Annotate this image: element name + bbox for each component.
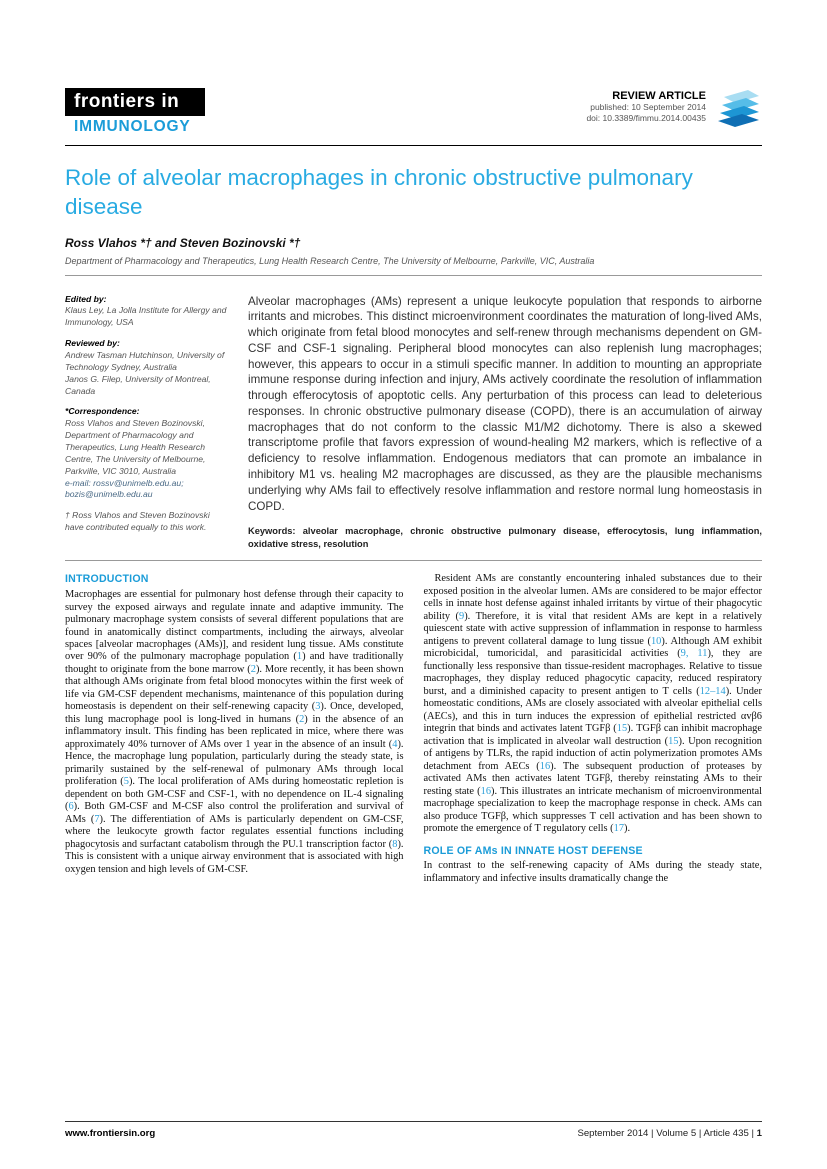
article-body — [65, 573, 762, 885]
citation-link[interactable]: 2 — [299, 713, 305, 725]
citation-link[interactable]: 3 — [315, 701, 321, 713]
citation-link[interactable]: 10 — [650, 635, 662, 647]
published-date: published: 10 September 2014 — [590, 102, 706, 112]
citation-link[interactable]: 17 — [613, 823, 625, 835]
title-divider — [65, 275, 762, 276]
citation-link[interactable]: 1 — [296, 651, 303, 663]
correspondence-email-link[interactable]: e-mail: rossv@unimelb.edu.au; bozis@unimelb.edu.au — [65, 477, 184, 500]
abstract-text: Alveolar macrophages (AMs) represent a unique leukocyte population that responds to airborne irritants and microbes. This distinct microenvironment coordinates the maturation of long-lived AMs, which originate from fetal blood monocytes and self-renew through mechanisms dependent on GM-CSF and CSF-1 signaling. Peripheral blood monocytes can also replenish lung macrophages; however, this appears to occur in a stimuli specific manner. In addition to mounting an appropriate immune response during infection and injury, AMs actively coordinate the resolution of inflammation through efferocytosis of apoptotic cells. Any perturbation of this process can lead to deleterious responses. In chronic obstructive pulmonary disease (COPD), there is an accumulation of airway macrophages that do not conform to the classic M1/M2 dichotomy. There is also a skewed transcriptome profile that favors expression of wound-healing M2 markers, which is reflective of a deficiency to resolve inflammation. Endogenous mediators that can promote an imbalance in inhibitory M1 vs. healing M2 macrophages are discussed, as they are the plausible mechanisms underlying why AMs fail to effectively resolve inflammation and restore normal lung homeostasis in COPD. — [248, 294, 762, 513]
equal-contribution-text: † Ross Vlahos and Steven Bozinovski have contributed equally to this work. — [65, 510, 210, 533]
issue-citation — [577, 1128, 762, 1139]
article-type-label: REVIEW ARTICLE — [612, 90, 706, 102]
edited-by-block — [65, 294, 228, 330]
frontiersin-site-link[interactable]: www.frontiersin.org — [65, 1128, 156, 1139]
keywords-line — [248, 525, 762, 551]
article-title: Role of alveolar macrophages in chronic obstructive pulmonary disease — [65, 165, 693, 219]
introduction-paragraph: Macrophages are essential for pulmonary host defense through their capacity to survey the exposed airways and regulate innate and adaptive immunity. The pulmonary macrophage system consists of several different populations that are found in anatomically distinct compartments, including the airways, alveolar spaces [alveolar macrophages (AMs)], and resident lung tissue. AMs constitute over 90% of the pulmonary macrophage population (1) and have traditionally thought to originate from the bone marrow (2). More recently, it has been shown that although AMs originate from fetal blood monocytes within the first week of life via GM-CSF dependent mechanisms, maintenance of this population during homeostasis is dependent on their self-renewing capacity (3). Once, developed, this lung macrophage pool is long-lived in humans (2) in the absence of an inflammatory insult. This finding has been replicated in mice, where there was approximately 40% turnover of AMs over 1 year in the absence of an insult (4). Hence, the macrophage lung population, particularly during the steady state, is primarily sustained by the self-renewal of pulmonary AMs through local proliferation (5). The local proliferation of AMs during homeostatic repletion is dependent on both GM-CSF and CSF-1, with no dependence on IL-4 signaling (6). Both GM-CSF and M-CSF also control the proliferation and survival of AMs (7). The differentiation of AMs is particularly dependent on GM-CSF, where the leukocyte growth factor regulates essential functions including phagocytosis and surfactant catabolism through the PU.1 transcription factor (8). This is consistent with a unique airway environment that is associated with high oxygen tension and high levels of GM-CSF. — [65, 589, 404, 875]
keywords-list: alveolar macrophage, chronic obstructive pulmonary disease, efferocytosis, lung inflammation, oxidative stress, resolution — [248, 526, 762, 550]
citation-link[interactable]: 5 — [123, 776, 129, 788]
doi-link[interactable]: doi: 10.3389/fimmu.2014.00435 — [586, 113, 706, 124]
section-heading-introduction: INTRODUCTION — [65, 573, 149, 586]
abstract-column — [248, 294, 762, 552]
citation-link[interactable]: 9 — [459, 610, 465, 622]
section-heading-role-of-ams: ROLE OF AMs IN INNATE HOST DEFENSE — [423, 844, 643, 857]
citation-link[interactable]: 9, 11 — [680, 648, 708, 660]
header-divider — [65, 145, 762, 146]
correspondence-block — [65, 406, 228, 501]
abstract-section — [65, 294, 762, 552]
page-header — [65, 88, 762, 136]
citation-link[interactable]: 7 — [94, 813, 100, 825]
body-column-right — [424, 573, 763, 885]
reviewed-by-block — [65, 338, 228, 397]
author-affiliation: Department of Pharmacology and Therapeutics, Lung Health Research Centre, The University of Melbourne, Parkville, VIC, Australia — [65, 255, 595, 266]
article-meta-sidebar — [65, 294, 228, 552]
issue-info: September 2014 | Volume 5 | Article 435 | — [577, 1128, 754, 1139]
correspondence-label: *Correspondence: — [65, 406, 140, 417]
reviewer-name: Janos G. Filep, University of Montreal, Canada — [65, 373, 211, 396]
reviewed-by-label: Reviewed by: — [65, 338, 120, 349]
citation-link[interactable]: 6 — [68, 801, 74, 813]
citation-link[interactable]: 8 — [392, 838, 398, 850]
frontiers-logo — [65, 88, 205, 136]
keywords-label: Keywords: — [248, 526, 296, 537]
page-number: 1 — [756, 1128, 762, 1139]
article-info-block — [586, 88, 762, 128]
citation-link[interactable]: 2 — [250, 663, 256, 675]
edited-by-label: Edited by: — [65, 293, 107, 304]
author-names: Ross Vlahos *† and Steven Bozinovski *† — [65, 235, 301, 250]
citation-link[interactable]: 16 — [480, 785, 492, 797]
role-of-ams-paragraph: In contrast to the self-renewing capacity of AMs during the steady state, inflammatory and infective insults dramatically change the — [423, 860, 762, 884]
equal-contribution-note — [65, 510, 228, 534]
frontiers-layers-icon — [716, 88, 762, 128]
abstract-divider — [65, 560, 762, 561]
correspondence-address: Ross Vlahos and Steven Bozinovski, Department of Pharmacology and Therapeutics, Lung Health Research Centre, The University of Melbourne, Parkville, VIC 3010, Australia — [65, 418, 206, 476]
reviewer-name: Andrew Tasman Hutchinson, University of Technology Sydney, Australia — [65, 350, 225, 372]
citation-link[interactable]: 15 — [668, 735, 679, 747]
citation-link[interactable]: 12–14 — [699, 685, 726, 697]
introduction-continuation-paragraph: Resident AMs are constantly encountering inhaled substances due to their exposed position in the alveolar lumen. AMs are considered to be major effector cells in innate host defense against inhaled irritants by virtue of their phagocytic ability (9). Therefore, it is vital that resident AMs are kept in a relatively quiescent state with active suppression of inflammation in response to harmless antigens to prevent collateral damage to lung tissue (10). Although AM exhibit microbicidal, tumoricidal, and parasiticidal activities (9, 11), they are functionally less responsive than tissue-resident macrophages. Relative to tissue macrophages, they display reduced phagocytic capacity, reduced respiratory burst, and a diminished capacity to present antigen to T cells (12–14). Under homeostatic conditions, AMs are closely associated with alveolar epithelial cells (AECs), and this in turn induces the expression of epithelial restricted αvβ6 integrin that binds and activates latent TGFβ (15). TGFβ can inhibit macrophage activation that is implicated in alveolar wall destruction (15). Upon recognition of antigens by TLRs, the rapid induction of actin polymerization promotes AMs detachment from AECs (16). The subsequent production of proteases by activated AMs then activates latent TGFβ, thereby reinstating AMs to their resting state (16). This illustrates an intricate mechanism of microenvironmental macrophage specialization to keep the macrophage response in check. AMs can also produce TGFβ, which suppresses T cell activation and has been shown to promote the emergence of T regulatory cells (17). — [423, 573, 762, 835]
citation-link[interactable]: 4 — [392, 738, 398, 750]
citation-link[interactable]: 15 — [616, 723, 628, 735]
journal-name: IMMUNOLOGY — [74, 118, 191, 135]
page-footer — [65, 1121, 762, 1139]
citation-link[interactable]: 16 — [539, 760, 551, 772]
editor-name: Klaus Ley, La Jolla Institute for Allergy and Immunology, USA — [65, 305, 227, 328]
frontiers-wordmark: frontiers in — [65, 88, 205, 116]
body-column-left — [65, 573, 404, 885]
